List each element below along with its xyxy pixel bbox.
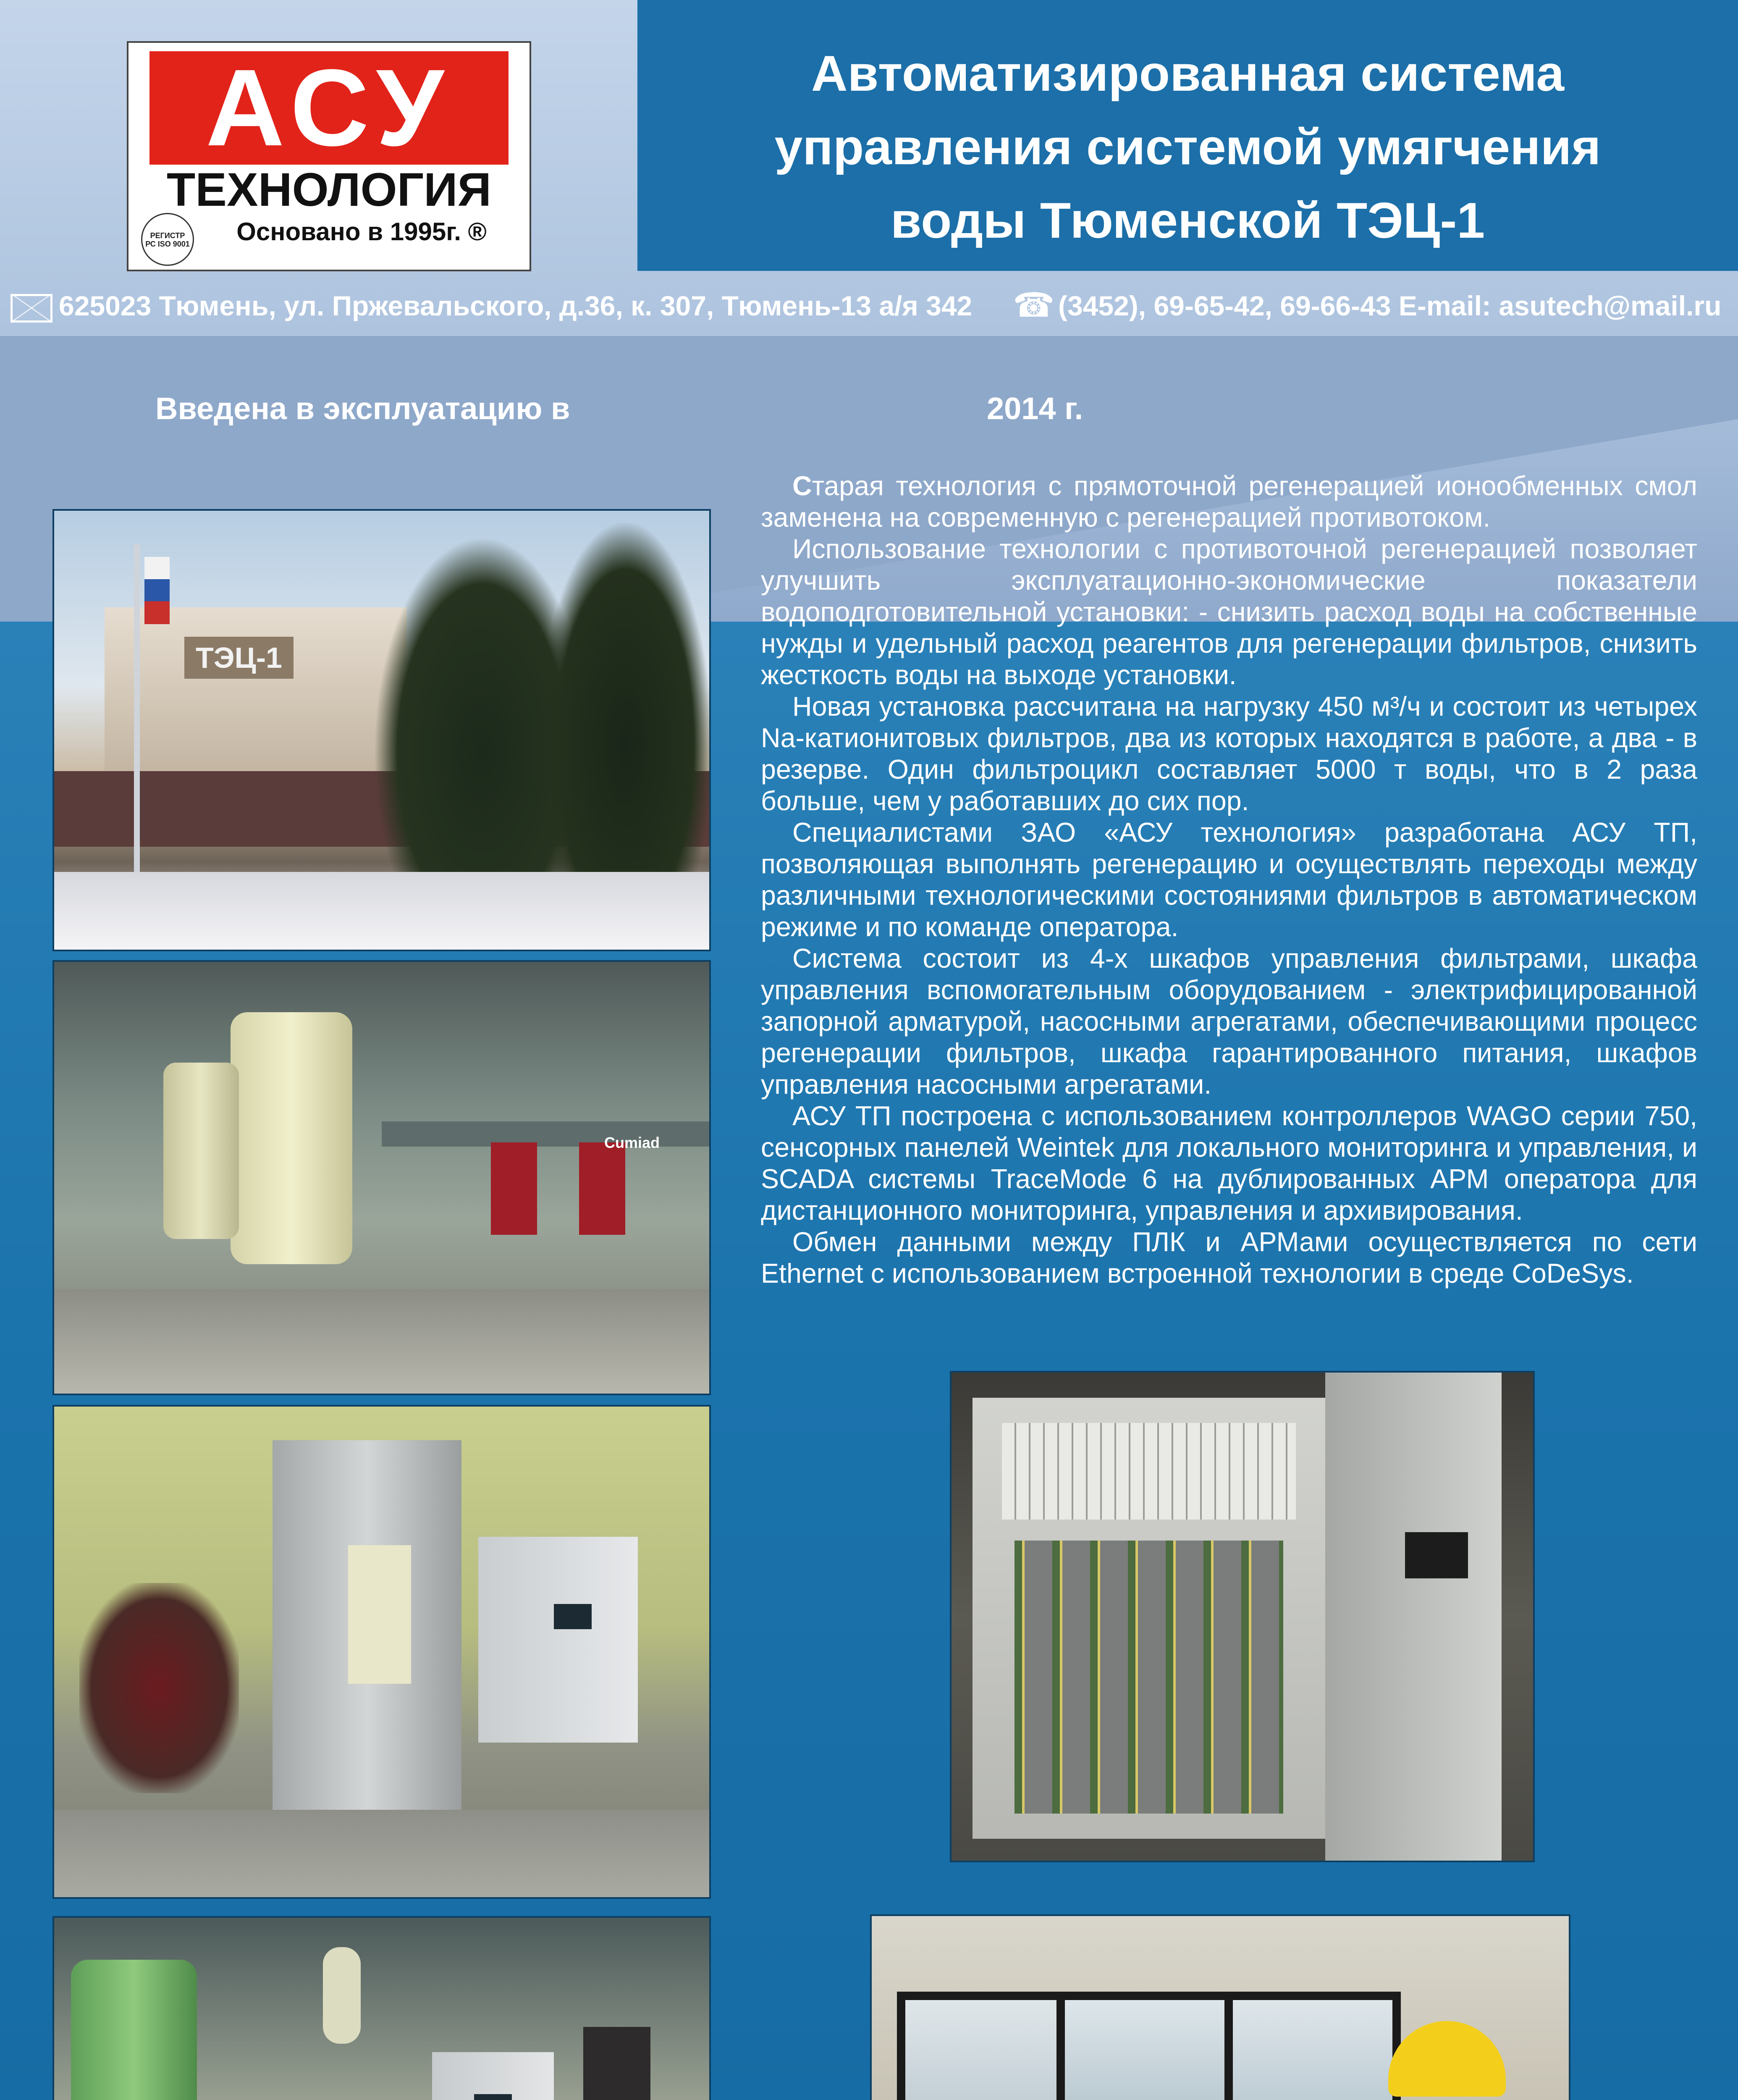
- photo-filter-hall: [52, 960, 711, 1395]
- photo-open-control-cabinet: [950, 1371, 1535, 1862]
- description-text: [761, 470, 1697, 1289]
- logo-brand: АСУ: [149, 51, 509, 165]
- paragraph-1-text: тарая технология с прямоточной регенерацией ионообменных смол заменена на современную с регенерацией противотоком.: [761, 471, 1697, 533]
- drop-letter: С: [792, 471, 812, 501]
- paragraph-7: Обмен данными между ПЛК и АРМами осуществляется по сети Ethernet с использованием встроенной технологии в среде CoDeSys.: [761, 1227, 1697, 1289]
- photo-power-plant-building: [52, 509, 711, 951]
- photo-control-cabinets-hall: [52, 1405, 711, 1899]
- paragraph-1: [761, 470, 1697, 533]
- phone-email-text: (3452), 69-65-42, 69-66-43 E-mail: asutech@mail.ru: [1058, 290, 1722, 321]
- address-text: 625023 Тюмень, ул. Пржевальского, д.36, к. 307, Тюмень-13 а/я 342: [59, 290, 973, 321]
- commissioned-label: Введена в эксплуатацию в: [155, 391, 570, 426]
- paragraph-2: Использование технологии с противоточной регенерацией позволяет улучшить эксплуатационно-экономические показатели водоподготовительной установки: - снизить расход воды на собственные нужды и удельный расход реагентов для регенерации фильтров, снизить жесткость воды на выходе установки.: [761, 534, 1697, 690]
- logo-founded: Основано в 1995г. ®: [236, 218, 487, 246]
- title-line-3: воды Тюменской ТЭЦ-1: [890, 192, 1485, 249]
- registry-badge-text: РЕГИСТР РС ISO 9001: [145, 231, 190, 249]
- photo-operator-workstation: [870, 1914, 1570, 2100]
- paragraph-6: АСУ ТП построена с использованием контроллеров WAGO серии 750, сенсорных панелей Weintek для локального мониторинга и управления, и SCADA системы TraceMode 6 на дублированных АРМ оператора для дистанционного мониторинга, управления и архивирования.: [761, 1101, 1697, 1226]
- title-line-2: управления системой умягчения: [774, 119, 1601, 175]
- title-line-1: Автоматизированная система: [811, 45, 1565, 102]
- company-logo: [127, 41, 531, 271]
- paragraph-5: Система состоит из 4-х шкафов управления фильтрами, шкафа управления вспомогательным оборудованием - электрифицированной запорной арматурой, насосными агрегатами, обеспечивающими процесс регенерации фильтров, шкафа гарантированного питания, шкафов управления насосными агрегатами.: [761, 943, 1697, 1100]
- photo-pump-units: [52, 1916, 711, 2100]
- logo-subtitle: ТЕХНОЛОГИЯ: [166, 163, 492, 216]
- registry-badge: [141, 213, 194, 266]
- commissioned-year: 2014 г.: [987, 391, 1083, 426]
- paragraph-4: Специалистами ЗАО «АСУ технология» разработана АСУ ТП, позволяющая выполнять регенерацию и осуществлять переходы между различными технологическими состояниями фильтров в автоматическом режиме и по команде оператора.: [761, 817, 1697, 942]
- paragraph-3: Новая установка рассчитана на нагрузку 450 м³/ч и состоит из четырех Na-катионитовых фильтров, два из которых находятся в работе, а два - в резерве. Один фильтроцикл составляет 5000 т воды, что в 2 раза больше, чем у работавших до сих пор.: [761, 691, 1697, 816]
- phone-icon: ☎: [1013, 286, 1055, 324]
- filter-label: Cumiad: [604, 1134, 660, 1151]
- envelope-icon: [10, 294, 52, 323]
- building-sign: ТЭЦ-1: [184, 637, 294, 679]
